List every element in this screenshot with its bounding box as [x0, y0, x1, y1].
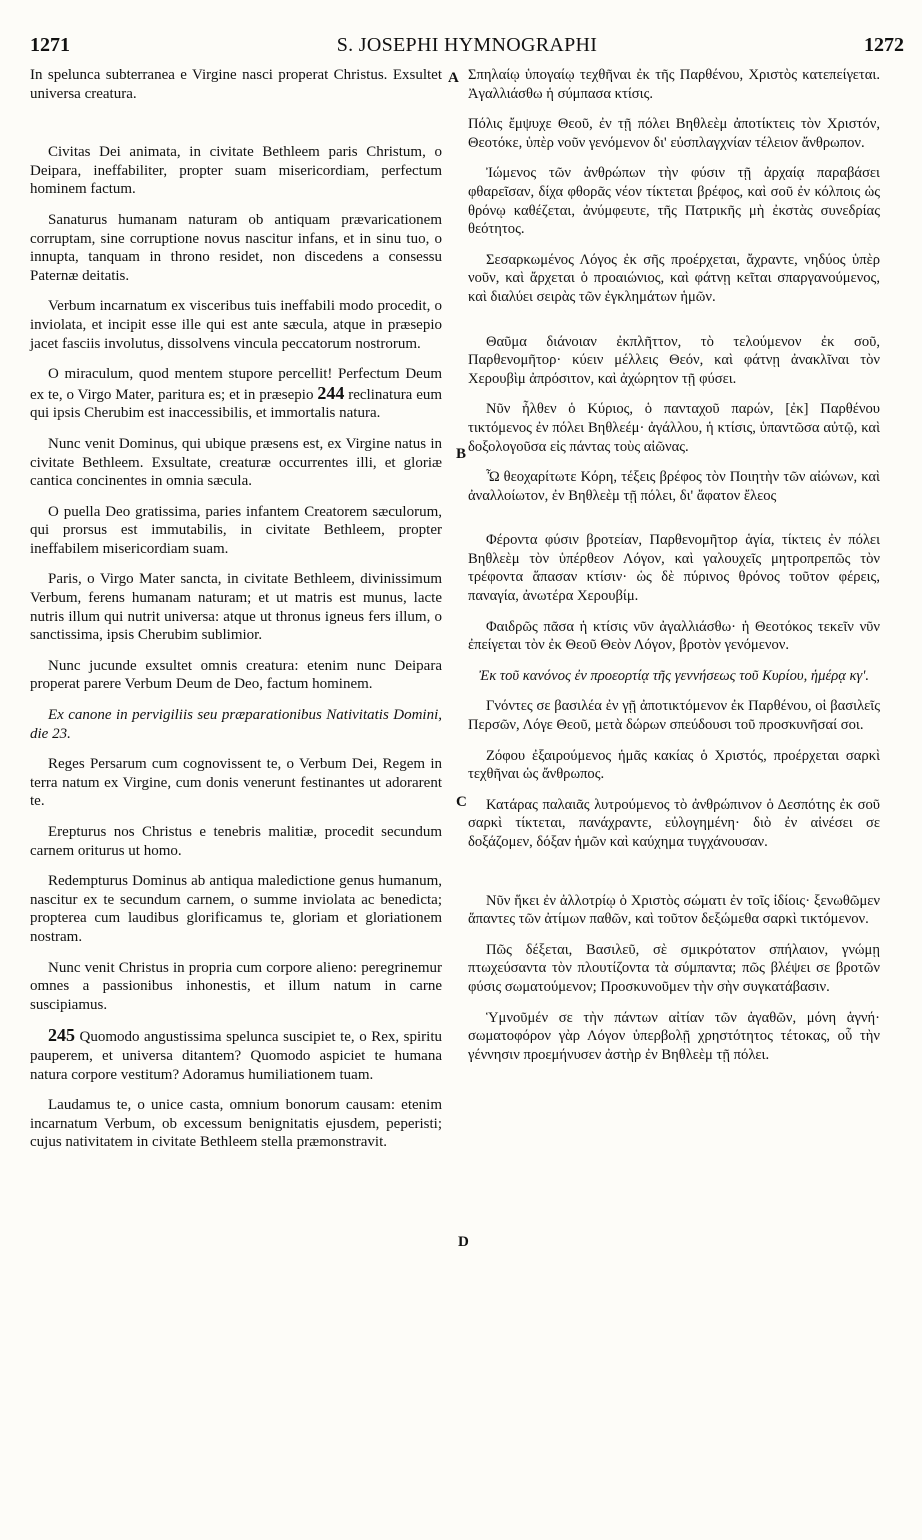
greek-paragraph: Ὑμνοῦμέν σε τὴν πάντων αἰτίαν τῶν ἀγαθῶν, μόνη ἁγνή· σωματοφόρον γὰρ Λόγον ὑπερβολῇ χρηστότητος τέτοκας, οὗ τὴν γέννησιν προεμήνυσεν ἀστὴρ ἐν Βηθλεὲμ τῇ πόλει.: [468, 1009, 880, 1063]
latin-paragraph: [30, 365, 442, 423]
greek-paragraph: Ὦ θεοχαρίτωτε Κόρη, τέξεις βρέφος τὸν Ποιητὴν τῶν αἰώνων, καὶ ἀναλλοίωτον, ἐν Βηθλεὲμ τῇ πόλει, δι' ἄφατον ἔλεος: [468, 469, 880, 504]
latin-paragraph: O puella Deo gratissima, paries infantem Creatorem sæculorum, qui prorsus est immutabilis, in civitate Bethleem, propter ineffabilem misericordiam suam.: [30, 503, 442, 557]
greek-paragraph: Πόλις ἔμψυχε Θεοῦ, ἐν τῇ πόλει Βηθλεὲμ ἀποτίκτεις τὸν Χριστόν, Θεοτόκε, ὑπὲρ νοῦν γενόμενον δι' εὐσπλαγχνίαν τέλειον ἄνθρωπον.: [468, 116, 880, 151]
greek-paragraph: Γνόντες σε βασιλέα ἐν γῇ ἀποτικτόμενον ἐκ Παρθένου, οἱ βασιλεῖς Περσῶν, Λόγε Θεοῦ, μετὰ δώρων σπεύδουσι τοῦ προσκυνῆσαί σοι.: [468, 698, 880, 734]
greek-section-heading: Ἐκ τοῦ κανόνος ἐν προεορτίᾳ τῆς γεννήσεως τοῦ Κυρίου, ἡμέρᾳ κγ'.: [478, 667, 870, 684]
latin-paragraph: Erepturus nos Christus e tenebris malitiæ, procedit secundum carnem oriturus ut homo.: [30, 824, 442, 859]
section-marker-c: C: [456, 794, 467, 810]
greek-paragraph: Σεσαρκωμένος Λόγος ἐκ σῆς προέρχεται, ἄχραντε, νηδύος ὑπὲρ νοῦν, καὶ ἄρχεται ὁ προαιώνιος, καὶ φάτνῃ κεῖται σπαργανούμενος, καὶ διαλύει σειρὰς τῶν ἐγκλημάτων ἡμῶν.: [468, 251, 880, 305]
latin-paragraph: Civitas Dei animata, in civitate Bethleem paris Christum, o Deipara, ineffabiliter, propter suam misericordiam, perfectum hominem factum.: [30, 144, 442, 198]
greek-paragraph: Θαῦμα διάνοιαν ἐκπλῆττον, τὸ τελούμενον ἐκ σοῦ, Παρθενομῆτορ· κύειν μέλλεις Θεόν, καὶ φάτνῃ ἀνακλῖναι τὸν Χερουβὶμ ἀπρόσιτον, καὶ ἀχώρητον τῇ φύσει.: [468, 333, 880, 387]
latin-paragraph: In spelunca subterranea e Virgine nasci properat Christus. Exsultet universa creatura.: [30, 67, 442, 102]
greek-paragraph: Κατάρας παλαιᾶς λυτρούμενος τὸ ἀνθρώπινον ὁ Δεσπότης ἐκ σοῦ σαρκὶ τίκτεται, πανάχραντε, εὐλογημένη· διὸ ἐν αἰνέσει σε δοξάζομεν, δόξαν ἡμῶν καὶ καύχημα τυγχάνουσαν.: [468, 796, 880, 850]
latin-paragraph: Redempturus Dominus ab antiqua maledictione genus humanum, nascitur ex te secundum carnem, o summe inviolata ac benedicta; propterea cum laudibus glorificamus te, gloriam et gloriationem nostram.: [30, 873, 442, 945]
section-marker-d: D: [458, 1234, 469, 1250]
latin-column: [30, 66, 442, 1152]
latin-paragraph: [30, 1026, 442, 1084]
two-column-text: [30, 66, 904, 1250]
latin-paragraph: Reges Persarum cum cognovissent te, o Verbum Dei, Regem in terra natum ex Virgine, cum donis venerunt festinantes ut adorarent te.: [30, 756, 442, 810]
latin-paragraph: Verbum incarnatum ex visceribus tuis ineffabili modo procedit, o inviolata, et incipit esse ille qui est ante sæcula, atque in præsepio jacet fasciis involutus, dissolvens vincula peccatorum nostrorum.: [30, 298, 442, 352]
page-number-right: 1272: [864, 34, 904, 56]
latin-paragraph: Nunc venit Christus in propria cum corpore alieno: peregrinemur omnes a passionibus inhonestis, et illum natum in carne suscipiamus.: [30, 959, 442, 1013]
greek-paragraph: Νῦν ἦλθεν ὁ Κύριος, ὁ πανταχοῦ παρών, [ἐκ] Παρθένου τικτόμενος ἐν πόλει Βηθλεέμ· ἀγάλλου, ἡ κτίσις, ὑπαντῶσα αὐτῷ, καὶ δοξολογοῦσα εἰς πάντας τοὺς αἰῶνας.: [468, 401, 880, 455]
latin-paragraph: Sanaturus humanam naturam ob antiquam prævaricationem corruptam, sine corruptione novus nascitur infans, et in sinu tuo, o innupta, tanquam in throno residet, non discedens a consessu Paternæ deitatis.: [30, 211, 442, 284]
column-number: 244: [317, 382, 345, 403]
column-number: 245: [48, 1025, 75, 1046]
latin-text: reclinatura eum qui ipsis Cherubim est inaccessibilis, et immortalis natura.: [30, 386, 443, 422]
latin-paragraph: Nunc jucunde exsultet omnis creatura: etenim nunc Deipara properat parere Verbum Deum de Deo, factum hominem.: [30, 657, 442, 693]
latin-text: O miraculum, quod mentem stupore percellit! Perfectum Deum ex te, o Virgo Mater, paritura es; et in præsepio: [30, 366, 442, 403]
latin-paragraph: Laudamus te, o unice casta, omnium bonorum causam: etenim incarnatum Verbum, ob excessum benignitatis ejusdem, peperisti; cujus nativitatem in civitate Bethleem stella præmonstravit.: [30, 1097, 442, 1151]
latin-text: Quomodo angustissima spelunca suscipiet te, o Rex, spiritu pauperem, et universa ditantem? Quomodo aspiciet te humana natura corpore vestitum? Adoramus humiliationem tuam.: [30, 1029, 442, 1083]
greek-paragraph: Ζόφου ἐξαιρούμενος ἡμᾶς κακίας ὁ Χριστός, προέρχεται σαρκὶ τεχθῆναι ὡς ἄνθρωπος.: [468, 747, 880, 783]
latin-section-heading: Ex canone in pervigiliis seu præparationibus Nativitatis Domini, die 23.: [30, 707, 442, 742]
section-marker-a: A: [448, 70, 459, 86]
section-marker-b: B: [456, 446, 467, 462]
greek-paragraph: Νῦν ἥκει ἐν ἀλλοτρίῳ ὁ Χριστὸς σώματι ἐν τοῖς ἰδίοις· ξενωθῶμεν ἅπαντες τῶν ἀτίμων παθῶν, καὶ τοῦτον δεξώμεθα σαρκὶ τικτόμενον.: [468, 892, 880, 928]
page-header: [30, 34, 904, 66]
running-title: S. JOSEPHI HYMNOGRAPHI: [336, 34, 598, 56]
greek-paragraph: Σπηλαίῳ ὑπογαίῳ τεχθῆναι ἐκ τῆς Παρθένου, Χριστὸς κατεπείγεται. Ἀγαλλιάσθω ἡ σύμπασα κτίσις.: [468, 67, 880, 102]
page-number-left: 1271: [30, 34, 70, 56]
greek-paragraph: Φαιδρῶς πᾶσα ἡ κτίσις νῦν ἀγαλλιάσθω· ἡ Θεοτόκος τεκεῖν νῦν ἐπείγεται τὸν ἐκ Θεοῦ Θεὸν Λόγον, βροτὸν γενόμενον.: [468, 618, 880, 654]
latin-paragraph: Paris, o Virgo Mater sancta, in civitate Bethleem, divinissimum Verbum, ferens humanam naturam; et ut matris est munus, lacte nutris illum qui nutrit universa: atque ut thronus igneus fers illum, o sanctissima, ipsis Cherubim sublimior.: [30, 571, 442, 644]
greek-paragraph: Ἰώμενος τῶν ἀνθρώπων τὴν φύσιν τῇ ἀρχαίᾳ παραβάσει φθαρεῖσαν, δίχα φθορᾶς νέον τίκτεται βρέφος, καὶ σοῦ ἐν κόλποις ὡς θρόνῳ καθέζεται, ἀνύμφευτε, τῆς Πατρικῆς μὴ ἐκστὰς συνεδρίας θεότητος.: [468, 165, 880, 238]
greek-column: [468, 66, 880, 1152]
latin-paragraph: Nunc venit Dominus, qui ubique præsens est, ex Virgine natus in civitate Bethleem. Exsultate, creaturæ occurrentes illi, et gloriæ cantica concinentes in omnia sæcula.: [30, 435, 442, 490]
greek-paragraph: Πῶς δέξεται, Βασιλεῦ, σὲ σμικρότατον σπήλαιον, γνώμῃ πτωχεύσαντα τὸν πλουτίζοντα τὰ σύμπαντα; πῶς βλέψει σε βροτῶν φύσις σωματούμενον; Προσκυνοῦμεν τὴν σὴν συγκατάβασιν.: [468, 941, 880, 995]
greek-paragraph: Φέροντα φύσιν βροτείαν, Παρθενομῆτορ ἁγία, τίκτεις ἐν πόλει Βηθλεὲμ τὸν ὑπέρθεον Λόγον, καὶ γαλουχεῖς μητροπρεπῶς τὸν τρέφοντα ἅπασαν κτίσιν· ὡς δὲ πύρινος θρόνος τοῦτον φέρεις, παναγία, ἀνωτέρα Χερουβίμ.: [468, 532, 880, 605]
